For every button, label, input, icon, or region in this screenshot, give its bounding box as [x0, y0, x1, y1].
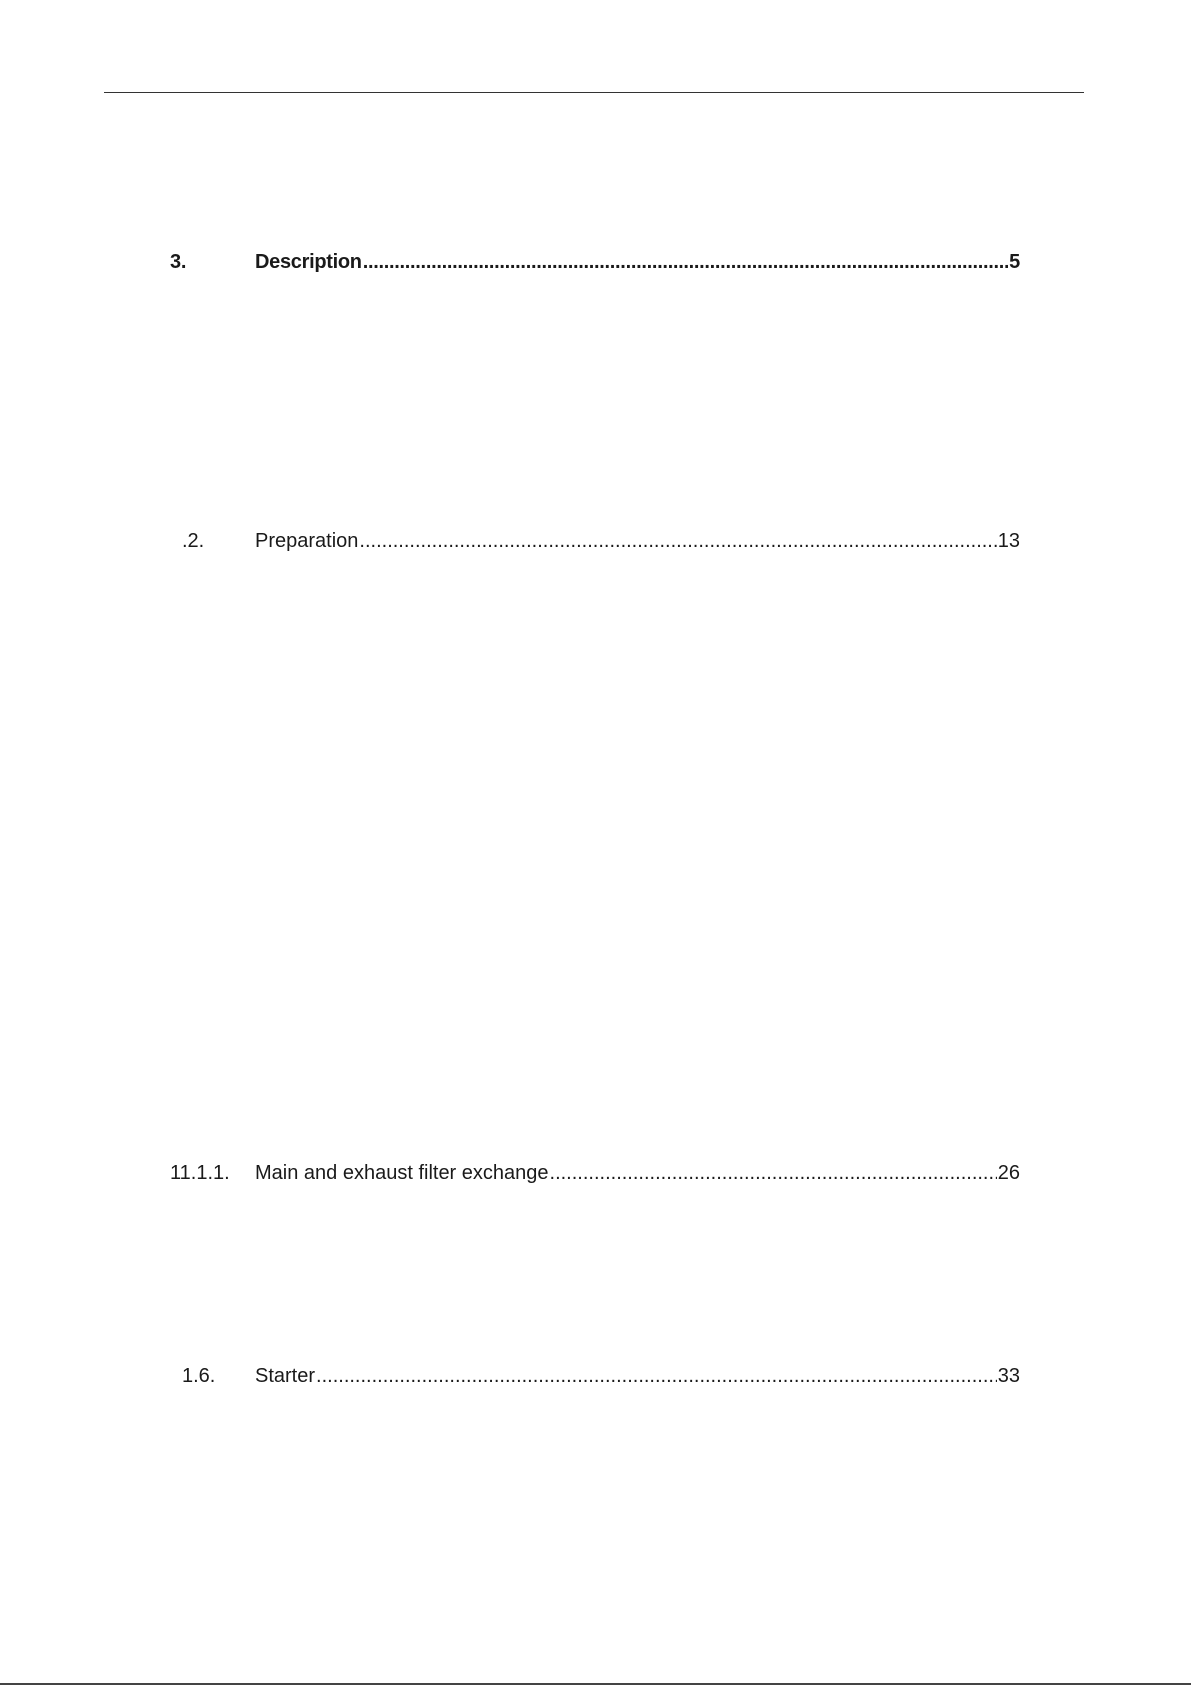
toc-entry-number: 1.6. — [182, 1365, 216, 1387]
toc-dot-leader — [359, 527, 996, 555]
toc-entry-page: 26 — [997, 1162, 1020, 1184]
toc-dot-leader — [316, 1362, 997, 1390]
toc-entry-title: Preparation — [255, 530, 359, 552]
toc-entry-page: 13 — [997, 530, 1020, 552]
toc-entry-title: Starter — [255, 1365, 316, 1387]
toc-entry-main-exhaust-filter-exchange[interactable] — [170, 1159, 1020, 1187]
toc-entry-number: .2. — [182, 530, 205, 552]
toc-entry-description[interactable] — [170, 248, 1020, 276]
toc-entry-page: 33 — [997, 1365, 1020, 1387]
header-rule — [104, 92, 1084, 93]
toc-entry-number: 11.1.1. — [170, 1162, 230, 1184]
toc-entry-number: 3. — [170, 251, 187, 273]
toc-entry-title: Description — [255, 251, 362, 273]
toc-entry-title: Main and exhaust filter exchange — [255, 1162, 549, 1184]
toc-dot-leader — [550, 1159, 997, 1187]
toc-entry-starter[interactable] — [170, 1362, 1020, 1390]
toc-dot-leader — [363, 248, 1008, 276]
toc-entry-page: 5 — [1009, 251, 1020, 273]
toc-entry-preparation[interactable] — [170, 527, 1020, 555]
